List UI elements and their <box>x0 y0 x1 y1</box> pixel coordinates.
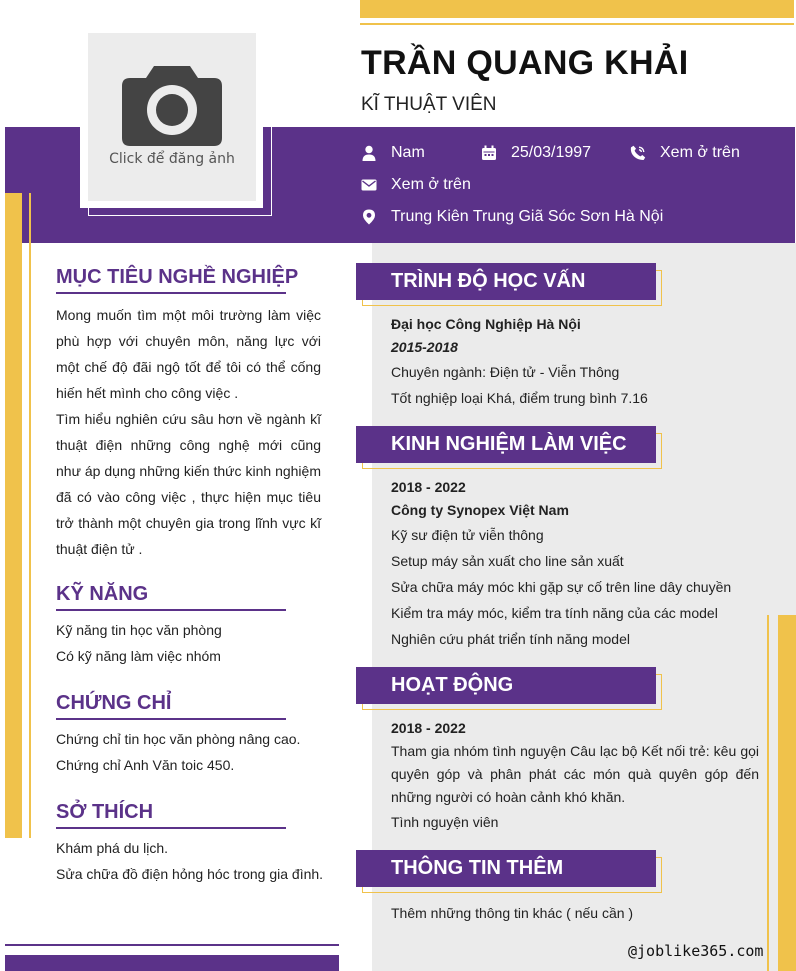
contact-address <box>361 208 663 226</box>
certificates-section <box>56 692 300 778</box>
education-header <box>356 263 662 306</box>
certificate-item: Chứng chỉ Anh Văn toic 450. <box>56 757 235 773</box>
bottom-accent-line <box>5 944 339 946</box>
activities-period: 2018 - 2022 <box>391 720 466 736</box>
gender-value: Nam <box>391 144 425 161</box>
skill-item: Kỹ năng tin học văn phòng <box>56 622 222 638</box>
location-pin-icon <box>361 209 377 225</box>
skills-rule <box>56 609 286 611</box>
hobbies-heading: SỞ THÍCH <box>56 801 154 823</box>
education-heading: TRÌNH ĐỘ HỌC VẤN <box>391 270 586 292</box>
experience-item: Nghiên cứu phát triển tính năng model <box>391 631 630 647</box>
contact-phone <box>630 144 740 162</box>
contact-birthday <box>481 144 591 162</box>
photo-upload[interactable] <box>88 33 256 201</box>
activities-heading: HOẠT ĐỘNG <box>391 674 514 696</box>
skills-heading: KỸ NĂNG <box>56 583 149 605</box>
top-accent-line <box>360 23 794 25</box>
birthday-value: 25/03/1997 <box>511 144 592 161</box>
address-value: Trung Kiên Trung Giã Sóc Sơn Hà Nội <box>391 208 664 225</box>
activities-description: Tham gia nhóm tình nguyện Câu lạc bộ Kết nối trẻ: kêu gọi quyên góp và phân phát các món quà quyên góp đến những người có hoàn cảnh khó khăn. <box>391 743 759 805</box>
phone-icon <box>630 145 646 161</box>
objective-paragraph: Tìm hiểu nghiên cứu sâu hơn về ngành kĩ thuật điện những công nghệ mới cũng như áp dụng những kiến thức kinh nghiệm đã có vào công việc , thực hiện mục tiêu trở thành một chuyên gia trong lĩnh vực kĩ thuật điện tử . <box>56 411 321 557</box>
additional-heading: THÔNG TIN THÊM <box>391 857 564 879</box>
camera-icon <box>122 58 222 148</box>
skill-item: Có kỹ năng làm việc nhóm <box>56 648 221 664</box>
additional-block <box>391 900 759 926</box>
experience-header <box>356 426 662 469</box>
left-accent-line <box>29 193 31 838</box>
objective-paragraph: Mong muốn tìm một môi trường làm việc phù hợp với chuyên môn, năng lực với một chế độ đãi ngộ tốt để tôi có thể cống hiến hết mình cho công việc . <box>56 307 321 401</box>
activities-header <box>356 667 662 710</box>
experience-period: 2018 - 2022 <box>391 479 466 495</box>
objective-rule <box>56 292 286 294</box>
experience-block <box>391 476 759 652</box>
user-icon <box>361 145 377 161</box>
education-period: 2015-2018 <box>391 339 458 355</box>
certificate-item: Chứng chỉ tin học văn phòng nâng cao. <box>56 731 301 747</box>
bottom-accent-bar <box>5 955 339 971</box>
activities-block <box>391 717 759 835</box>
email-value: Xem ở trên <box>391 176 471 193</box>
job-title: KĨ THUẬT VIÊN <box>361 94 497 115</box>
candidate-name: TRẦN QUANG KHẢI <box>361 44 689 82</box>
experience-item: Sửa chữa máy móc khi gặp sự cố trên line dây chuyền <box>391 579 732 595</box>
hobbies-rule <box>56 827 286 829</box>
experience-item: Kiểm tra máy móc, kiểm tra tính năng của các model <box>391 605 718 621</box>
photo-upload-label: Click để đăng ảnh <box>109 151 235 167</box>
experience-item: Setup máy sản xuất cho line sản xuất <box>391 553 624 569</box>
contact-gender <box>361 144 425 162</box>
additional-header <box>356 850 662 893</box>
hobby-item: Sửa chữa đồ điện hỏng hóc trong gia đình. <box>56 866 324 882</box>
contact-email <box>361 176 471 194</box>
phone-value: Xem ở trên <box>660 144 740 161</box>
additional-text: Thêm những thông tin khác ( nếu cần ) <box>391 905 634 921</box>
right-accent-bar <box>778 615 796 971</box>
left-accent-bar <box>5 193 22 838</box>
hobbies-section <box>56 801 323 887</box>
activities-role: Tình nguyện viên <box>391 814 499 830</box>
calendar-icon <box>481 145 497 161</box>
experience-heading: KINH NGHIỆM LÀM VIỆC <box>391 433 627 455</box>
education-school: Đại học Công Nghiệp Hà Nội <box>391 316 581 332</box>
experience-item: Kỹ sư điện tử viễn thông <box>391 527 544 543</box>
objective-heading: MỤC TIÊU NGHỀ NGHIỆP <box>56 266 299 288</box>
top-accent-bar <box>360 0 794 18</box>
right-accent-line <box>767 615 769 971</box>
education-major: Chuyên ngành: Điện tử - Viễn Thông <box>391 364 620 380</box>
watermark: @joblike365.com <box>628 942 764 960</box>
certificates-heading: CHỨNG CHỈ <box>56 692 172 714</box>
education-result: Tốt nghiệp loại Khá, điểm trung bình 7.16 <box>391 390 648 406</box>
email-icon <box>361 177 377 193</box>
certificates-rule <box>56 718 286 720</box>
experience-company: Công ty Synopex Việt Nam <box>391 502 569 518</box>
hobby-item: Khám phá du lịch. <box>56 840 169 856</box>
education-block <box>391 313 759 411</box>
objective-section <box>56 266 321 562</box>
skills-section <box>56 583 286 669</box>
